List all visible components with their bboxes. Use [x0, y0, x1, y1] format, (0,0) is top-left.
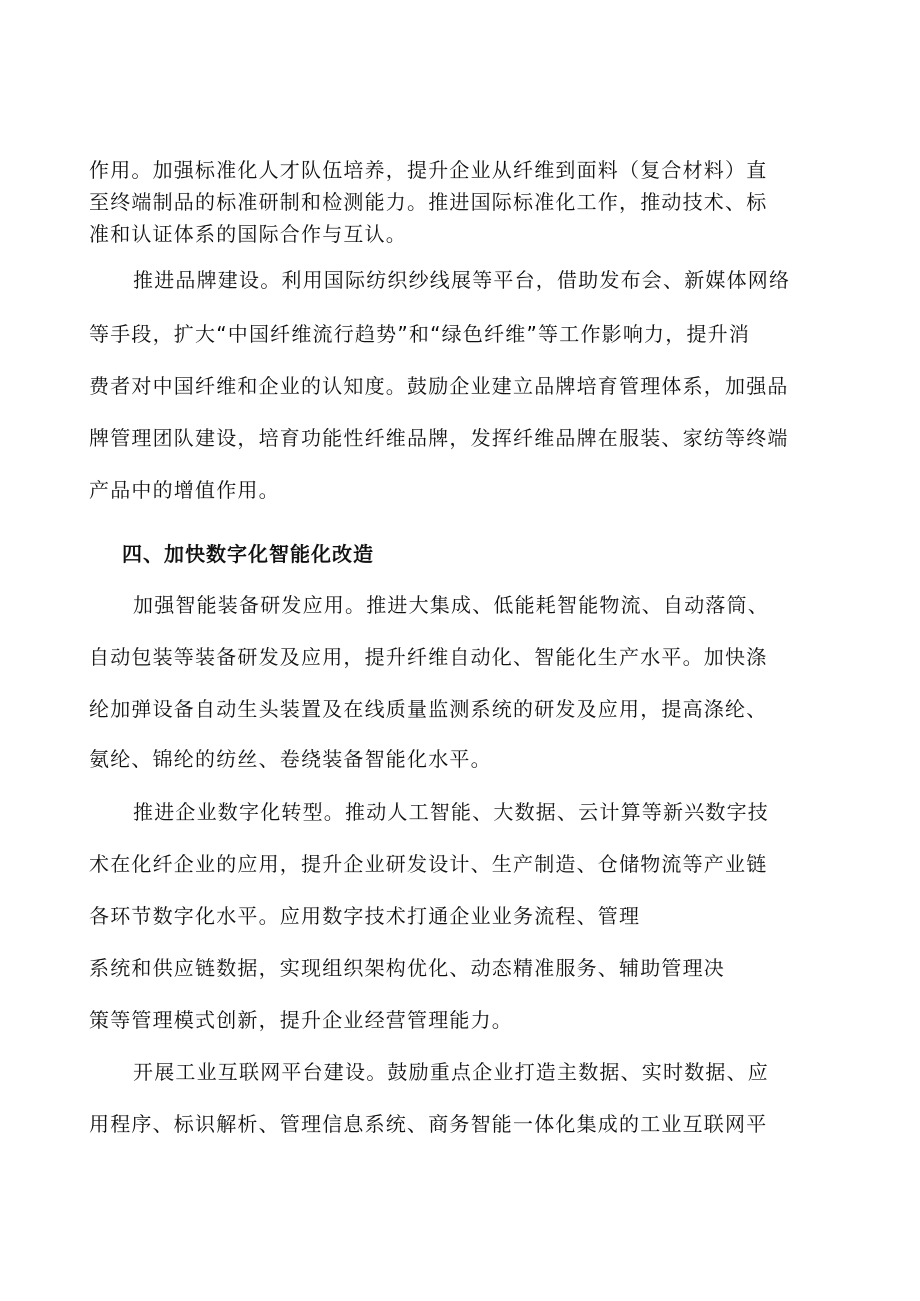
- paragraph-line: 策等管理模式创新，提升企业经营管理能力。: [89, 1008, 513, 1032]
- paragraph-line: 产品中的增值作用。: [89, 478, 280, 502]
- paragraph-line: 准和认证体系的国际合作与互认。: [89, 222, 407, 246]
- paragraph-line: 自动包装等装备研发及应用，提升纤维自动化、智能化生产水平。加快涤: [89, 645, 768, 669]
- section-heading: 四、加快数字化智能化改造: [122, 542, 374, 566]
- paragraph-line: 系统和供应链数据，实现组织架构优化、动态精准服务、辅助管理决: [89, 956, 725, 980]
- paragraph-line: 开展工业互联网平台建设。鼓励重点企业打造主数据、实时数据、应: [133, 1060, 769, 1084]
- paragraph-line: 氨纶、锦纶的纺丝、卷绕装备智能化水平。: [89, 747, 492, 771]
- paragraph-line: 推进品牌建设。利用国际纺织纱线展等平台，借助发布会、新媒体网络: [133, 268, 791, 292]
- paragraph-line: 术在化纤企业的应用，提升企业研发设计、生产制造、仓储物流等产业链: [89, 852, 768, 876]
- paragraph-line: 各环节数字化水平。应用数字技术打通企业业务流程、管理: [89, 904, 641, 928]
- paragraph-line: 加强智能装备研发应用。推进大集成、低能耗智能物流、自动落筒、: [133, 593, 769, 617]
- paragraph-line: 至终端制品的标准研制和检测能力。推进国际标准化工作，推动技术、标: [89, 190, 768, 214]
- paragraph-line: 推进企业数字化转型。推动人工智能、大数据、云计算等新兴数字技: [133, 800, 769, 824]
- paragraph-line: 牌管理团队建设，培育功能性纤维品牌，发挥纤维品牌在服装、家纺等终端: [89, 426, 789, 450]
- paragraph-line: 用程序、标识解析、管理信息系统、商务智能一体化集成的工业互联网平: [89, 1112, 768, 1136]
- paragraph-line: 纶加弹设备自动生头装置及在线质量监测系统的研发及应用，提高涤纶、: [89, 697, 768, 721]
- paragraph-line: 费者对中国纤维和企业的认知度。鼓励企业建立品牌培育管理体系，加强品: [89, 374, 789, 398]
- paragraph-line: 作用。加强标准化人才队伍培养，提升企业从纤维到面料（复合材料）直: [89, 158, 768, 182]
- paragraph-line: 等手段，扩大“中国纤维流行趋势”和“绿色纤维”等工作影响力，提升消: [89, 322, 751, 346]
